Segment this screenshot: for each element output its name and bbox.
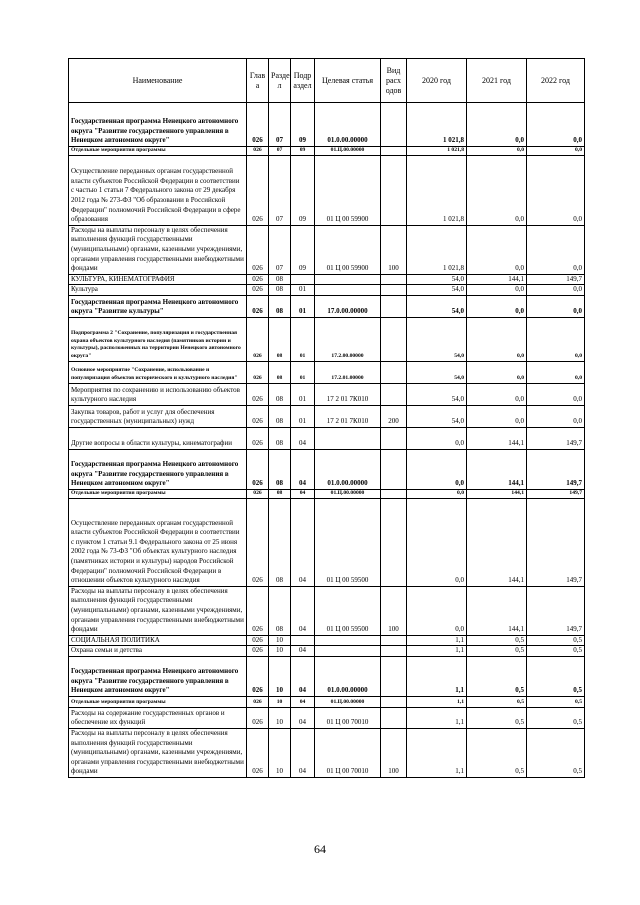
cell-y2022: 0,0 (527, 285, 585, 296)
cell-y2020: 1 021,8 (407, 103, 467, 147)
cell-pr: 01 (291, 383, 315, 405)
cell-gl: 026 (247, 361, 269, 383)
cell-y2022: 0,0 (527, 405, 585, 427)
cell-pr: 09 (291, 103, 315, 147)
cell-y2021: 0,5 (467, 696, 527, 707)
cell-pr: 01 (291, 295, 315, 317)
cell-pr: 09 (291, 225, 315, 274)
cell-gl: 026 (247, 103, 269, 147)
cell-pr: 04 (291, 646, 315, 657)
cell-y2021: 144,1 (467, 586, 527, 635)
table-row (69, 155, 585, 225)
cell-y2020: 54,0 (407, 274, 467, 285)
cell-y2020: 1 021,8 (407, 225, 467, 274)
cell-cs (315, 427, 381, 449)
cell-y2021: 0,0 (467, 103, 527, 147)
cell-y2020: 1,1 (407, 656, 467, 696)
cell-cs: 01 Ц 00 59500 (315, 586, 381, 635)
table-row (69, 147, 585, 156)
cell-name: Расходы на выплаты персоналу в целях обеспечения выполнения функций государственными (муниципальными) органами, казенными учреждениями, органами управления государственными внебюджетными фондами (69, 225, 247, 274)
cell-vr (381, 285, 407, 296)
cell-cs: 17.2.01.00000 (315, 361, 381, 383)
cell-cs: 17.0.00.00000 (315, 295, 381, 317)
cell-name: Охрана семьи и детства (69, 646, 247, 657)
cell-name: СОЦИАЛЬНАЯ ПОЛИТИКА (69, 635, 247, 646)
cell-cs: 01 Ц 00 59900 (315, 155, 381, 225)
cell-vr (381, 635, 407, 646)
cell-cs: 17.2.00.00000 (315, 317, 381, 361)
table-row (69, 635, 585, 646)
cell-vr (381, 449, 407, 489)
cell-vr: 100 (381, 225, 407, 274)
cell-y2020: 1,1 (407, 707, 467, 728)
cell-name: Государственная программа Ненецкого автономного округа "Развитие государственного управления в Ненецком автономном округе" (69, 449, 247, 489)
cell-rz: 10 (269, 656, 291, 696)
document-page (68, 58, 584, 778)
table-row (69, 295, 585, 317)
cell-vr (381, 147, 407, 156)
table-row (69, 427, 585, 449)
cell-pr: 04 (291, 489, 315, 498)
cell-y2021: 0,0 (467, 405, 527, 427)
header-name: Наименование (69, 59, 247, 103)
cell-name: Отдельные мероприятия программы (69, 147, 247, 156)
cell-vr (381, 707, 407, 728)
cell-rz: 10 (269, 728, 291, 777)
cell-pr: 01 (291, 361, 315, 383)
cell-gl: 026 (247, 383, 269, 405)
cell-gl: 026 (247, 317, 269, 361)
cell-y2021: 0,0 (467, 147, 527, 156)
cell-cs: 01 Ц 00 59500 (315, 498, 381, 586)
cell-rz: 10 (269, 646, 291, 657)
cell-rz: 08 (269, 405, 291, 427)
cell-rz: 08 (269, 383, 291, 405)
cell-gl: 026 (247, 285, 269, 296)
cell-y2022: 0,0 (527, 383, 585, 405)
cell-y2020: 0,0 (407, 489, 467, 498)
cell-rz: 08 (269, 427, 291, 449)
table-row (69, 285, 585, 296)
page-number: 64 (314, 842, 326, 856)
cell-y2021: 144,1 (467, 449, 527, 489)
table-row (69, 707, 585, 728)
cell-rz: 07 (269, 103, 291, 147)
cell-rz: 07 (269, 147, 291, 156)
cell-cs: 01.0.00.00000 (315, 449, 381, 489)
cell-name: Расходы на выплаты персоналу в целях обеспечения выполнения функций государственными (муниципальными) органами, казенными учреждениями, органами управления государственными внебюджетными фондами (69, 586, 247, 635)
cell-y2022: 0,0 (527, 295, 585, 317)
cell-y2022: 149,7 (527, 449, 585, 489)
table-header-row (69, 59, 585, 103)
header-year-2021: 2021 год (467, 59, 527, 103)
cell-vr (381, 646, 407, 657)
cell-name: Осуществление переданных органам государственной власти субъектов Российской Федерации в соответствии с пунктом 1 статьи 9.1 Федерального закона от 25 июня 2002 года № 73-ФЗ "Об объектах культурного наследия (памятниках истории и культуры) народов Российской Федерации" полномочий Российской Федерации в отношении объектов культурного наследия (69, 498, 247, 586)
cell-y2022: 0,5 (527, 707, 585, 728)
cell-gl: 026 (247, 449, 269, 489)
cell-vr (381, 103, 407, 147)
cell-y2020: 1 021,8 (407, 155, 467, 225)
cell-name: Отдельные мероприятия программы (69, 696, 247, 707)
table-row (69, 449, 585, 489)
cell-cs: 01.Ц.00.00000 (315, 489, 381, 498)
header-glava: Глав а (247, 59, 269, 103)
cell-cs (315, 274, 381, 285)
cell-name: Отдельные мероприятия программы (69, 489, 247, 498)
cell-y2022: 0,0 (527, 147, 585, 156)
table-row (69, 646, 585, 657)
cell-y2022: 0,0 (527, 155, 585, 225)
cell-gl: 026 (247, 635, 269, 646)
cell-cs: 01.0.00.00000 (315, 656, 381, 696)
cell-y2022: 0,5 (527, 646, 585, 657)
cell-y2022: 0,0 (527, 361, 585, 383)
cell-pr (291, 274, 315, 285)
cell-pr: 04 (291, 656, 315, 696)
cell-y2022: 149,7 (527, 586, 585, 635)
cell-y2021: 0,5 (467, 646, 527, 657)
budget-table (68, 58, 585, 778)
cell-y2020: 54,0 (407, 383, 467, 405)
cell-cs: 01 Ц 00 59900 (315, 225, 381, 274)
cell-gl: 026 (247, 498, 269, 586)
table-row (69, 383, 585, 405)
table-body (69, 103, 585, 778)
cell-rz: 07 (269, 225, 291, 274)
cell-rz: 07 (269, 155, 291, 225)
table-row (69, 317, 585, 361)
table-row (69, 728, 585, 777)
cell-y2022: 0,0 (527, 225, 585, 274)
cell-gl: 026 (247, 489, 269, 498)
cell-y2021: 0,0 (467, 155, 527, 225)
cell-rz: 08 (269, 274, 291, 285)
cell-y2021: 144,1 (467, 498, 527, 586)
cell-y2020: 1 021,8 (407, 147, 467, 156)
cell-y2021: 0,0 (467, 383, 527, 405)
cell-rz: 08 (269, 498, 291, 586)
cell-pr: 01 (291, 285, 315, 296)
cell-gl: 026 (247, 707, 269, 728)
cell-gl: 026 (247, 274, 269, 285)
cell-y2021: 0,0 (467, 225, 527, 274)
cell-vr (381, 656, 407, 696)
cell-rz: 10 (269, 635, 291, 646)
cell-cs (315, 285, 381, 296)
cell-cs: 01 Ц 00 70010 (315, 728, 381, 777)
cell-pr: 04 (291, 707, 315, 728)
cell-vr (381, 155, 407, 225)
cell-vr (381, 696, 407, 707)
cell-y2022: 0,5 (527, 728, 585, 777)
cell-y2020: 1,1 (407, 728, 467, 777)
cell-y2021: 0,0 (467, 317, 527, 361)
cell-pr: 01 (291, 405, 315, 427)
cell-pr: 04 (291, 696, 315, 707)
cell-y2021: 0,5 (467, 728, 527, 777)
cell-y2021: 0,5 (467, 635, 527, 646)
cell-gl: 026 (247, 646, 269, 657)
cell-cs: 17 2 01 7К010 (315, 405, 381, 427)
cell-y2021: 0,5 (467, 707, 527, 728)
header-podrazdel: Подр аздел (291, 59, 315, 103)
cell-pr: 09 (291, 147, 315, 156)
cell-gl: 026 (247, 295, 269, 317)
cell-pr (291, 635, 315, 646)
cell-pr: 04 (291, 449, 315, 489)
cell-y2020: 0,0 (407, 449, 467, 489)
table-row (69, 405, 585, 427)
cell-name: Основное мероприятие "Сохранение, использование и популяризация объектов исторического и культурного наследия" (69, 361, 247, 383)
table-row (69, 274, 585, 285)
cell-pr: 01 (291, 317, 315, 361)
cell-vr (381, 489, 407, 498)
cell-rz: 08 (269, 285, 291, 296)
cell-cs: 01.Ц.00.00000 (315, 696, 381, 707)
cell-y2021: 144,1 (467, 489, 527, 498)
header-expense-type: Вид расх одов (381, 59, 407, 103)
cell-y2020: 54,0 (407, 285, 467, 296)
cell-vr (381, 383, 407, 405)
cell-name: Расходы на содержание государственных органов и обеспечение их функций (69, 707, 247, 728)
cell-gl: 026 (247, 405, 269, 427)
cell-name: Осуществление переданных органам государственной власти субъектов Российской Федерации в соответствии с частью 1 статьи 7 Федерального закона от 29 декабря 2012 года № 273-ФЗ "Об образовании в Российской Федерации" полномочий Российской Федерации в сфере образования (69, 155, 247, 225)
cell-cs: 01.0.00.00000 (315, 103, 381, 147)
table-row (69, 225, 585, 274)
cell-y2020: 0,0 (407, 427, 467, 449)
cell-pr: 04 (291, 728, 315, 777)
cell-name: Государственная программа Ненецкого автономного округа "Развитие культуры" (69, 295, 247, 317)
cell-name: Государственная программа Ненецкого автономного округа "Развитие государственного управления в Ненецком автономном округе" (69, 656, 247, 696)
cell-vr (381, 498, 407, 586)
cell-y2020: 0,0 (407, 586, 467, 635)
cell-y2022: 0,0 (527, 103, 585, 147)
cell-cs: 17 2 01 7К010 (315, 383, 381, 405)
cell-y2020: 54,0 (407, 317, 467, 361)
cell-vr: 100 (381, 586, 407, 635)
cell-y2022: 0,5 (527, 635, 585, 646)
cell-rz: 10 (269, 696, 291, 707)
cell-gl: 026 (247, 155, 269, 225)
cell-gl: 026 (247, 696, 269, 707)
cell-y2022: 149,7 (527, 498, 585, 586)
cell-y2022: 149,7 (527, 489, 585, 498)
cell-name: КУЛЬТУРА, КИНЕМАТОГРАФИЯ (69, 274, 247, 285)
cell-gl: 026 (247, 147, 269, 156)
cell-rz: 08 (269, 295, 291, 317)
cell-name: Расходы на выплаты персоналу в целях обеспечения выполнения функций государственными (муниципальными) органами, казенными учреждениями, органами управления государственными внебюджетными фондами (69, 728, 247, 777)
cell-gl: 026 (247, 728, 269, 777)
cell-gl: 026 (247, 586, 269, 635)
cell-cs (315, 635, 381, 646)
cell-cs: 01.Ц.00.00000 (315, 147, 381, 156)
cell-pr: 04 (291, 498, 315, 586)
header-year-2022: 2022 год (527, 59, 585, 103)
table-row (69, 361, 585, 383)
table-row (69, 103, 585, 147)
cell-rz: 08 (269, 361, 291, 383)
table-row (69, 656, 585, 696)
cell-gl: 026 (247, 427, 269, 449)
cell-cs: 01 Ц 00 70010 (315, 707, 381, 728)
table-row (69, 696, 585, 707)
cell-y2020: 1,1 (407, 635, 467, 646)
header-year-2020: 2020 год (407, 59, 467, 103)
cell-y2020: 1,1 (407, 646, 467, 657)
cell-y2021: 0,0 (467, 285, 527, 296)
cell-gl: 026 (247, 225, 269, 274)
cell-y2020: 0,0 (407, 498, 467, 586)
cell-rz: 10 (269, 707, 291, 728)
cell-vr (381, 295, 407, 317)
cell-y2020: 54,0 (407, 295, 467, 317)
cell-cs (315, 646, 381, 657)
cell-rz: 08 (269, 449, 291, 489)
table-row (69, 498, 585, 586)
cell-y2021: 0,0 (467, 361, 527, 383)
cell-vr (381, 361, 407, 383)
cell-y2020: 54,0 (407, 361, 467, 383)
cell-pr: 04 (291, 427, 315, 449)
cell-pr: 04 (291, 586, 315, 635)
cell-gl: 026 (247, 656, 269, 696)
cell-y2021: 0,0 (467, 295, 527, 317)
cell-rz: 08 (269, 586, 291, 635)
cell-name: Подпрограмма 2 "Сохранение, популяризация и государственная охрана объектов культурного наследия (памятников истории и культуры), расположенных на территории Ненецкого автономного округа" (69, 317, 247, 361)
cell-name: Государственная программа Ненецкого автономного округа "Развитие государственного управления в Ненецком автономном округе" (69, 103, 247, 147)
cell-y2021: 0,5 (467, 656, 527, 696)
cell-name: Закупка товаров, работ и услуг для обеспечения государственных (муниципальных) нужд (69, 405, 247, 427)
header-target-article: Целевая статья (315, 59, 381, 103)
cell-name: Культура (69, 285, 247, 296)
cell-pr: 09 (291, 155, 315, 225)
table-row (69, 489, 585, 498)
cell-rz: 08 (269, 489, 291, 498)
cell-rz: 08 (269, 317, 291, 361)
cell-vr (381, 427, 407, 449)
cell-vr: 200 (381, 405, 407, 427)
cell-y2020: 1,1 (407, 696, 467, 707)
cell-y2022: 0,0 (527, 317, 585, 361)
cell-vr (381, 274, 407, 285)
cell-name: Мероприятия по сохранению и использованию объектов культурного наследия (69, 383, 247, 405)
header-razdel: Разде л (269, 59, 291, 103)
cell-y2022: 0,5 (527, 656, 585, 696)
cell-y2022: 0,5 (527, 696, 585, 707)
cell-y2022: 149,7 (527, 427, 585, 449)
cell-name: Другие вопросы в области культуры, кинематографии (69, 427, 247, 449)
cell-y2022: 149,7 (527, 274, 585, 285)
cell-y2021: 144,1 (467, 427, 527, 449)
cell-vr (381, 317, 407, 361)
cell-vr: 100 (381, 728, 407, 777)
cell-y2021: 144,1 (467, 274, 527, 285)
cell-y2020: 54,0 (407, 405, 467, 427)
table-row (69, 586, 585, 635)
